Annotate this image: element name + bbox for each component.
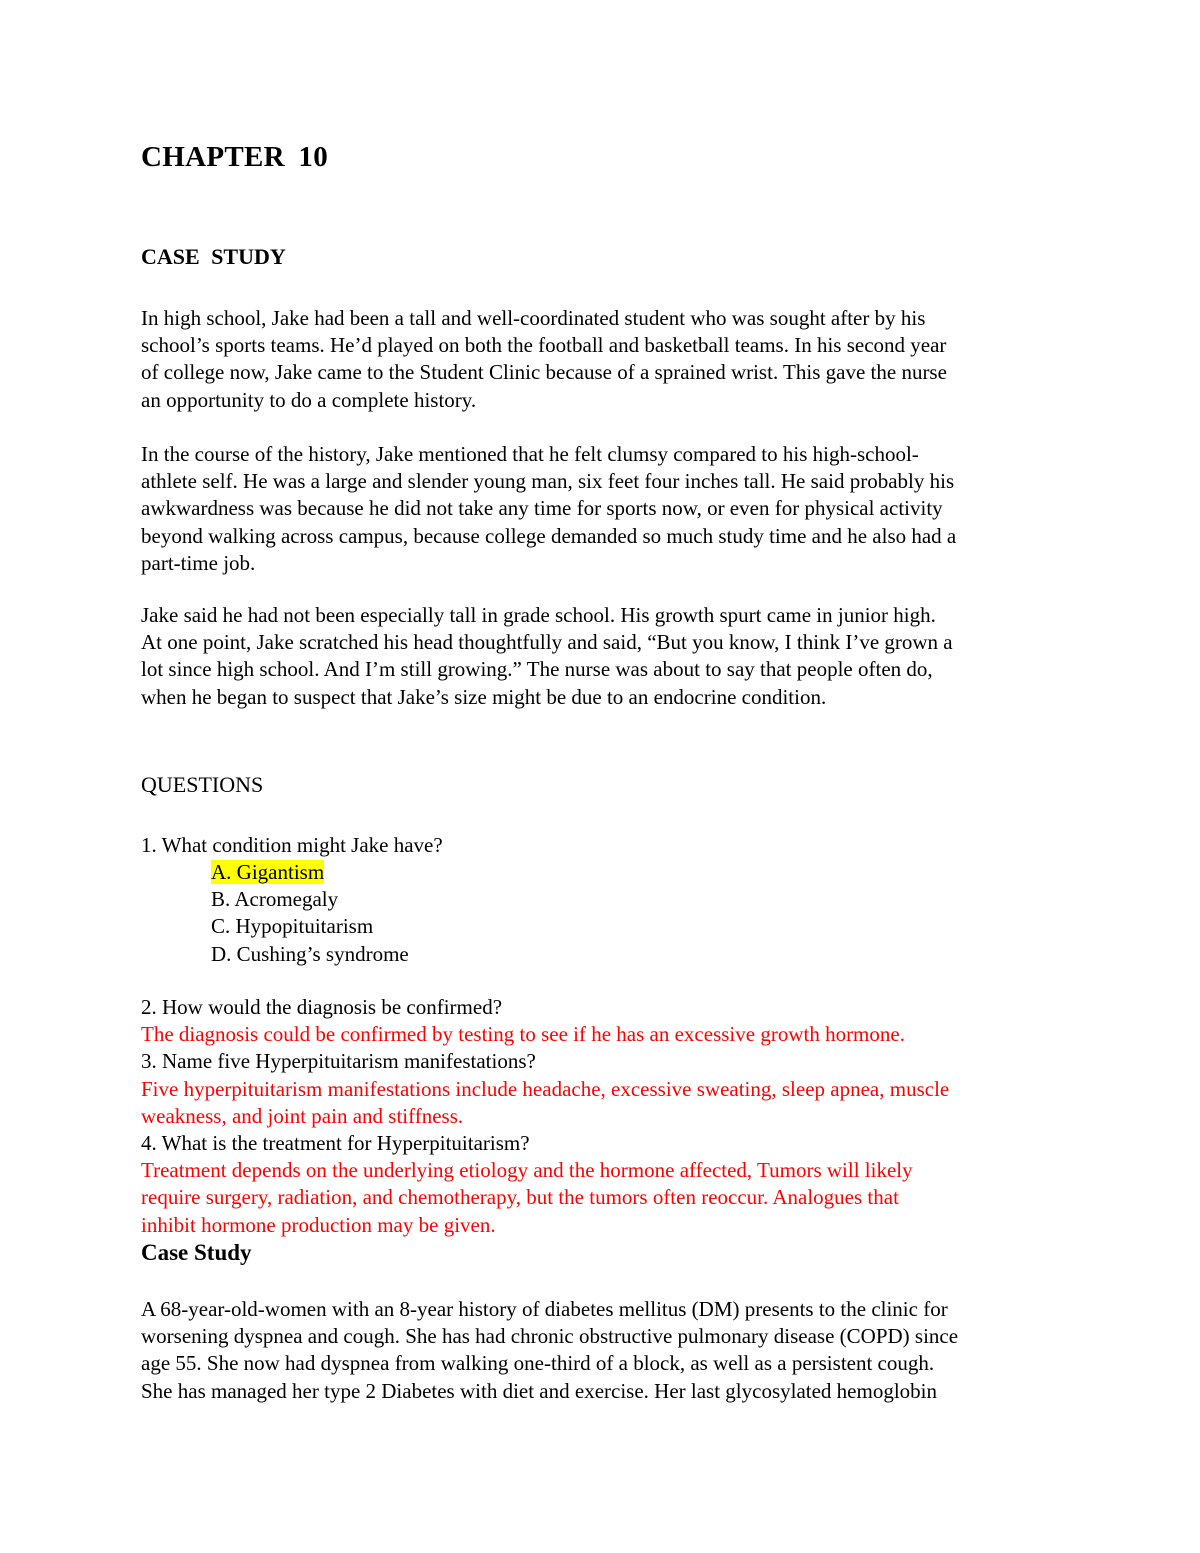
paragraph-line: worsening dyspnea and cough. She has had chronic obstructive pulmonary disease (COPD) since bbox=[141, 1324, 959, 1349]
option-c: C. Hypopituitarism bbox=[211, 914, 374, 939]
paragraph-line: when he began to suspect that Jake’s size might be due to an endocrine condition. bbox=[141, 684, 827, 709]
paragraph-line: school’s sports teams. He’d played on both the football and basketball teams. In his second year bbox=[141, 333, 947, 358]
answer-line: require surgery, radiation, and chemotherapy, but the tumors often reoccur. Analogues that bbox=[141, 1185, 899, 1210]
question-text: 4. What is the treatment for Hyperpituitarism? bbox=[141, 1130, 530, 1155]
paragraph-line: part-time job. bbox=[141, 550, 256, 575]
answer-line: inhibit hormone production may be given. bbox=[141, 1212, 496, 1237]
question-text: 3. Name five Hyperpituitarism manifestations? bbox=[141, 1049, 536, 1074]
paragraph-line: age 55. She now had dyspnea from walking one-third of a block, as well as a persistent cough. bbox=[141, 1351, 935, 1376]
paragraph-line: A 68-year-old-women with an 8-year history of diabetes mellitus (DM) presents to the clinic for bbox=[141, 1297, 948, 1321]
questions-heading: QUESTIONS bbox=[141, 772, 264, 797]
paragraph-line: athlete self. He was a large and slender young man, six feet four inches tall. He said probably his bbox=[141, 469, 955, 494]
question-1 bbox=[141, 832, 1081, 859]
paragraph-line: lot since high school. And I’m still growing.” The nurse was about to say that people often do, bbox=[141, 657, 933, 682]
question-2-4-block bbox=[141, 994, 1081, 1239]
question-1-options bbox=[211, 859, 409, 968]
paragraph-line: awkwardness was because he did not take any time for sports now, or even for physical activity bbox=[141, 496, 943, 521]
case-paragraph-3 bbox=[141, 602, 1081, 711]
case-study-2-heading: Case Study bbox=[141, 1240, 252, 1265]
paragraph-line: She has managed her type 2 Diabetes with diet and exercise. Her last glycosylated hemoglobin bbox=[141, 1378, 938, 1403]
answer-line: Five hyperpituitarism manifestations include headache, excessive sweating, sleep apnea, muscle bbox=[141, 1076, 950, 1101]
paragraph-line: an opportunity to do a complete history. bbox=[141, 387, 477, 412]
paragraph-line: In high school, Jake had been a tall and well-coordinated student who was sought after by his bbox=[141, 306, 926, 330]
question-text: 1. What condition might Jake have? bbox=[141, 833, 443, 857]
case-paragraph-2 bbox=[141, 441, 1081, 577]
paragraph-line: In the course of the history, Jake mentioned that he felt clumsy compared to his high-school- bbox=[141, 442, 919, 466]
answer-line: The diagnosis could be confirmed by testing to see if he has an excessive growth hormone. bbox=[141, 1022, 905, 1047]
case-2-paragraph bbox=[141, 1296, 1081, 1405]
highlighted-answer: A. Gigantism bbox=[211, 860, 325, 884]
chapter-title: CHAPTER 10 bbox=[141, 141, 329, 173]
paragraph-line: beyond walking across campus, because college demanded so much study time and he also had a bbox=[141, 523, 957, 548]
case-paragraph-1 bbox=[141, 305, 1081, 414]
answer-line: weakness, and joint pain and stiffness. bbox=[141, 1103, 464, 1128]
paragraph-line: At one point, Jake scratched his head thoughtfully and said, “But you know, I think I’ve grown a bbox=[141, 630, 953, 655]
option-a bbox=[211, 859, 409, 886]
case-study-heading: CASE STUDY bbox=[141, 244, 286, 269]
option-b: B. Acromegaly bbox=[211, 887, 339, 912]
question-text: 2. How would the diagnosis be confirmed? bbox=[141, 995, 503, 1019]
paragraph-line: of college now, Jake came to the Student Clinic because of a sprained wrist. This gave the nurse bbox=[141, 360, 947, 385]
option-d: D. Cushing’s syndrome bbox=[211, 941, 409, 966]
answer-line: Treatment depends on the underlying etiology and the hormone affected, Tumors will likely bbox=[141, 1158, 913, 1183]
paragraph-line: Jake said he had not been especially tall in grade school. His growth spurt came in junior high. bbox=[141, 603, 936, 627]
